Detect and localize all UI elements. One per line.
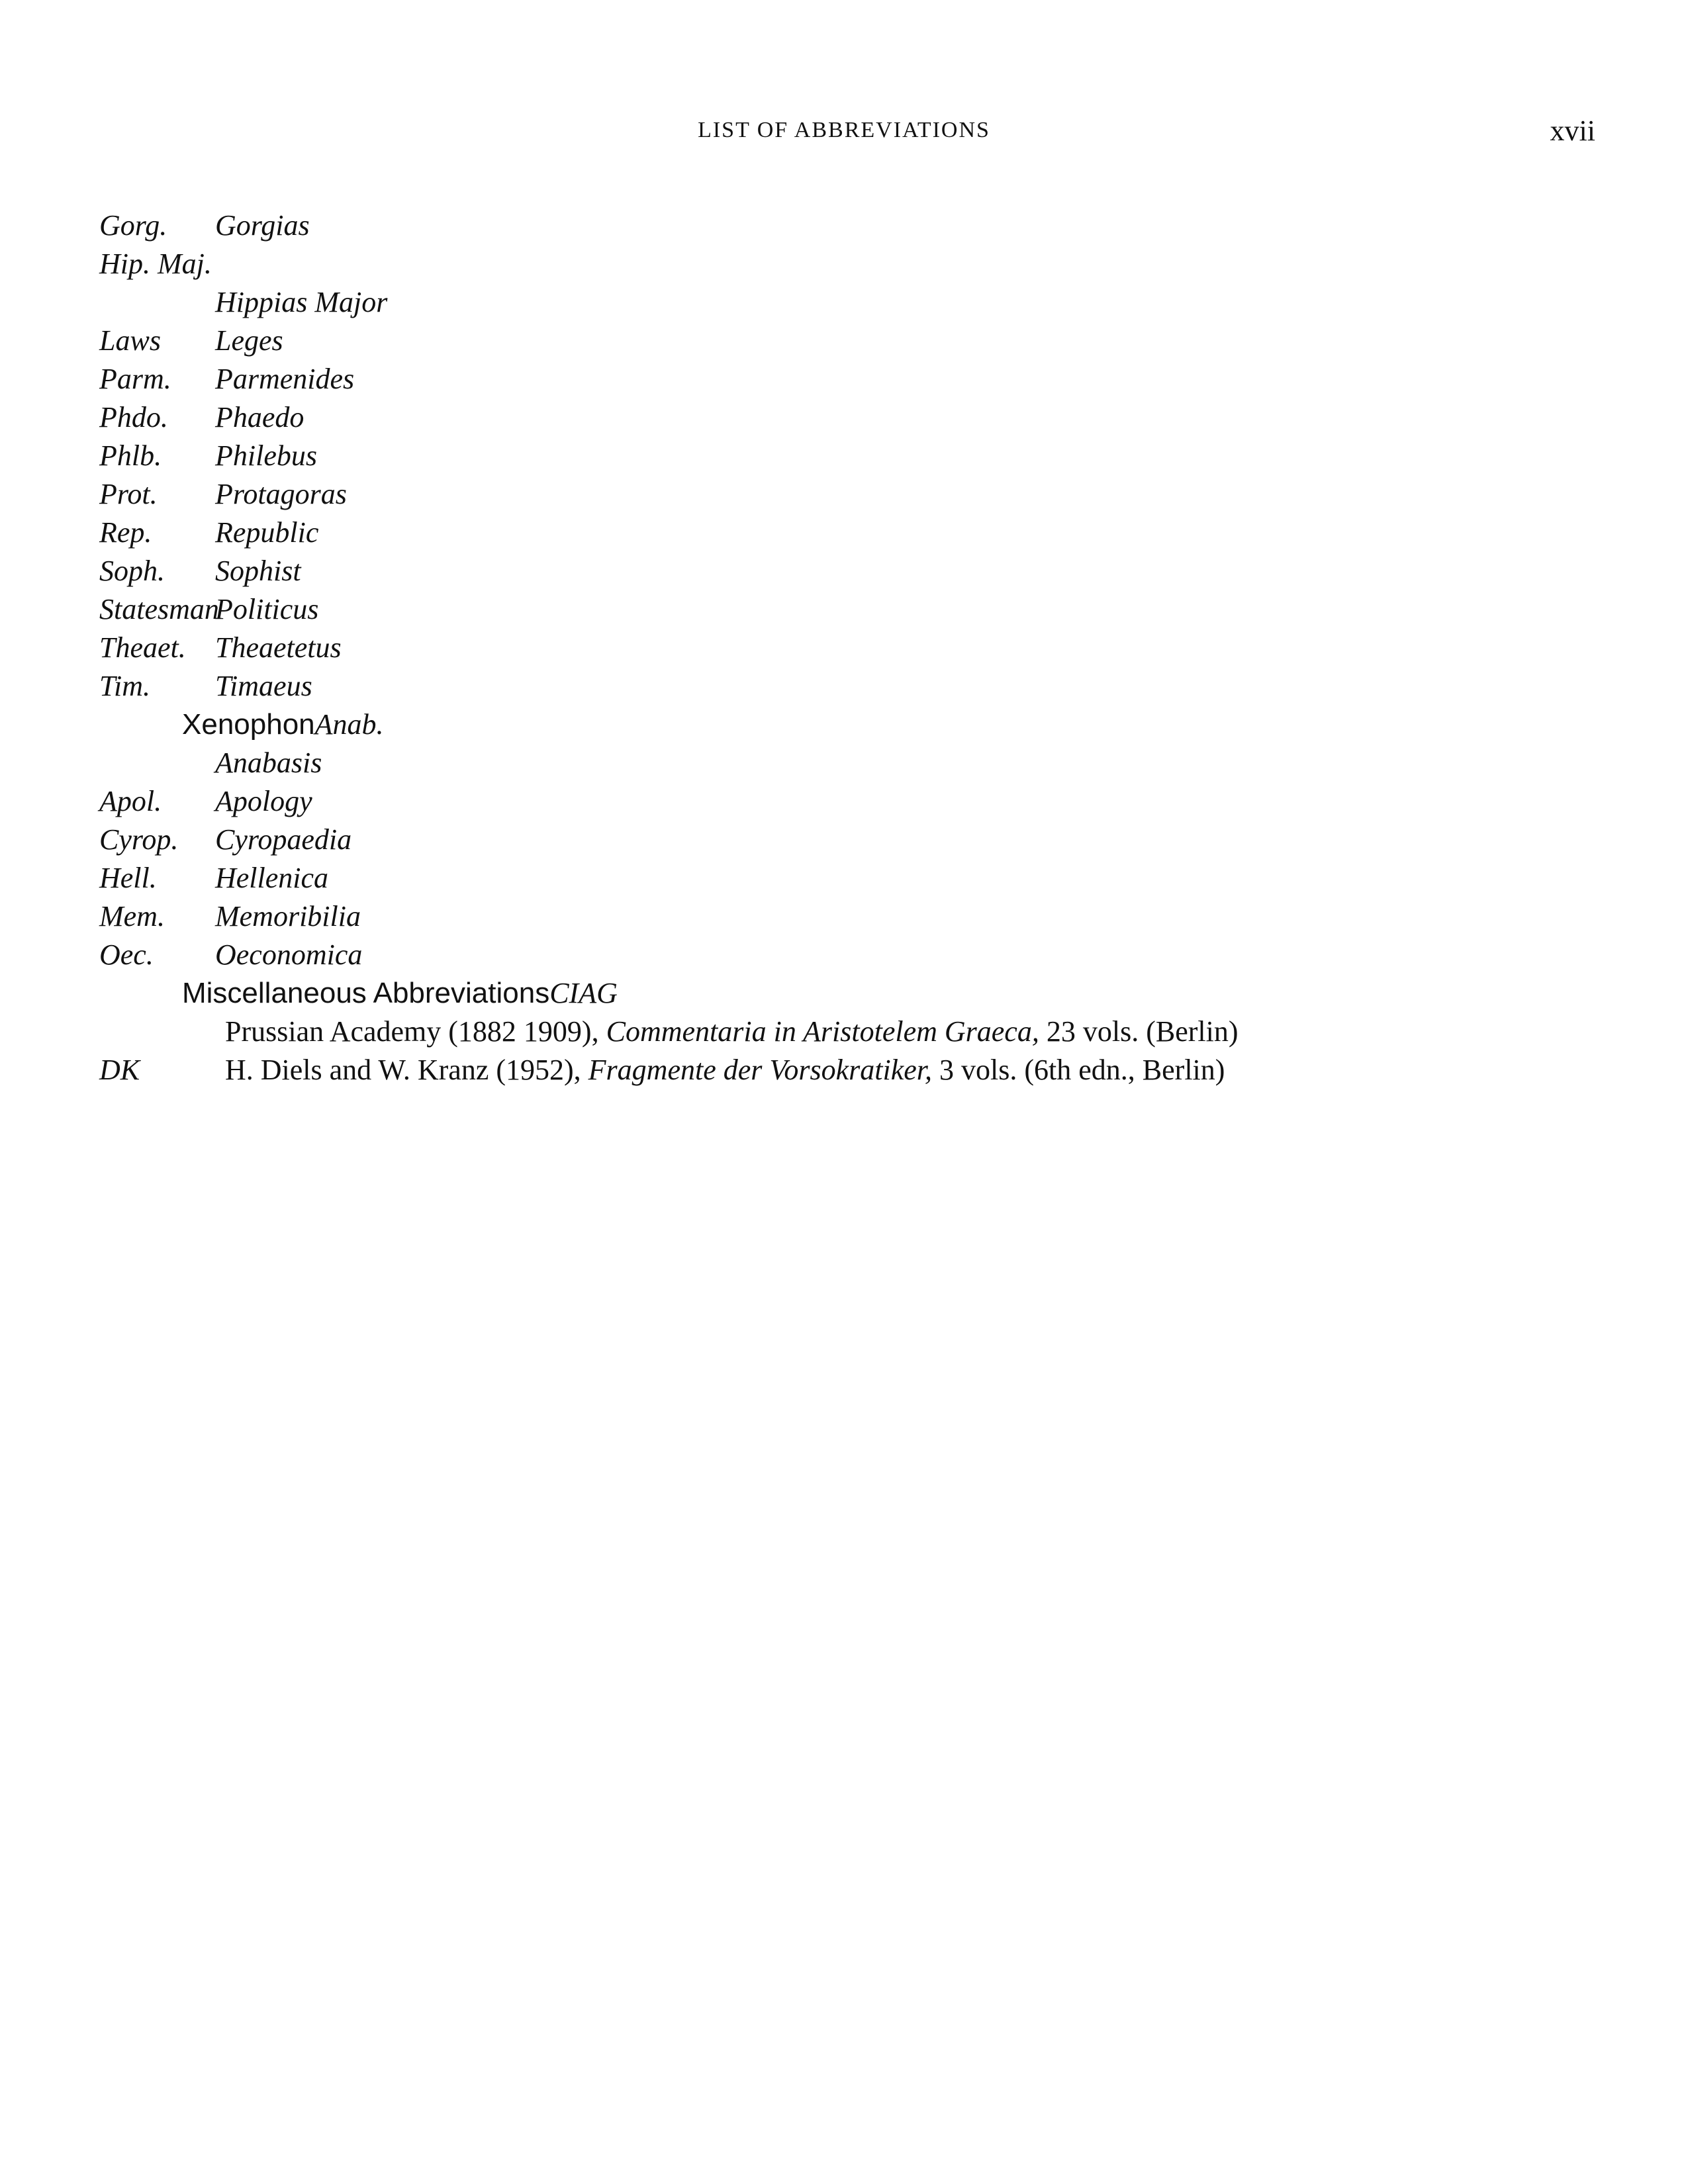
section-title xyxy=(182,974,618,1013)
abbreviation: Statesman xyxy=(99,593,219,625)
abbreviation: Theaet. xyxy=(99,631,186,664)
abbreviation: Anab. xyxy=(314,708,384,741)
full-title: Sophist xyxy=(215,555,301,587)
list-item xyxy=(99,667,1589,705)
full-title: Protagoras xyxy=(215,478,347,510)
abbreviation: Phdo. xyxy=(99,401,168,433)
reference-text xyxy=(225,1051,1225,1089)
list-item xyxy=(99,475,1589,514)
abbreviation: Gorg. xyxy=(99,209,167,242)
reference-prefix: H. Diels and W. Kranz (1952), xyxy=(225,1054,588,1086)
list-item xyxy=(99,821,1589,859)
full-title: Politicus xyxy=(215,593,319,625)
section-title-text: Miscellaneous Abbreviations xyxy=(182,977,550,1009)
full-title: Republic xyxy=(215,516,319,549)
list-item xyxy=(99,245,1589,283)
section-title-text: Xenophon xyxy=(182,708,315,741)
abbreviation: Prot. xyxy=(99,478,158,510)
page-number: xvii xyxy=(1550,114,1595,147)
abbreviation: Mem. xyxy=(99,900,165,933)
full-title: Hippias Major xyxy=(215,286,388,318)
list-item xyxy=(99,322,1589,360)
list-item xyxy=(99,936,1589,974)
list-item xyxy=(99,744,1589,782)
full-title: Timaeus xyxy=(215,670,312,702)
abbreviation: Apol. xyxy=(99,785,162,817)
list-item xyxy=(99,1013,1589,1051)
abbreviation: Rep. xyxy=(99,516,152,549)
full-title: Memoribilia xyxy=(215,900,361,933)
list-item xyxy=(99,206,1589,245)
reference-suffix: 23 vols. (Berlin) xyxy=(1039,1015,1239,1048)
full-title: Theaetetus xyxy=(215,631,342,664)
reference-title: Fragmente der Vorsokratiker, xyxy=(588,1054,933,1086)
full-title: Parmenides xyxy=(215,363,355,395)
reference-title: Commentaria in Aristotelem Graeca, xyxy=(606,1015,1039,1048)
full-title: Apology xyxy=(215,785,312,817)
abbreviation: Laws xyxy=(99,324,161,357)
page-header xyxy=(0,114,1688,158)
section-heading-misc xyxy=(99,974,1589,1013)
section-title xyxy=(182,705,384,744)
abbreviation: Phlb. xyxy=(99,439,162,472)
abbreviation: Tim. xyxy=(99,670,151,702)
full-title: Cyropaedia xyxy=(215,823,352,856)
abbreviation: Hell. xyxy=(99,862,157,894)
list-item xyxy=(99,398,1589,437)
abbreviation: Oec. xyxy=(99,938,154,971)
full-title: Oeconomica xyxy=(215,938,363,971)
list-item xyxy=(99,859,1589,897)
list-item xyxy=(99,1051,1589,1089)
reference-suffix: 3 vols. (6th edn., Berlin) xyxy=(932,1054,1225,1086)
abbreviation: Cyrop. xyxy=(99,823,179,856)
abbreviation: Hip. Maj. xyxy=(99,248,212,280)
list-item xyxy=(99,360,1589,398)
list-item xyxy=(99,782,1589,821)
list-item xyxy=(99,590,1589,629)
abbreviation: DK xyxy=(99,1054,140,1086)
running-head: LIST OF ABBREVIATIONS xyxy=(698,118,990,142)
abbreviations-list xyxy=(99,206,1589,1089)
list-item xyxy=(99,437,1589,475)
full-title: Leges xyxy=(215,324,283,357)
reference-prefix: Prussian Academy (1882 1909), xyxy=(225,1015,606,1048)
abbreviation: Parm. xyxy=(99,363,171,395)
full-title: Gorgias xyxy=(215,209,310,242)
list-item xyxy=(99,552,1589,590)
full-title: Philebus xyxy=(215,439,317,472)
list-item xyxy=(99,897,1589,936)
section-heading-xenophon xyxy=(99,705,1589,744)
abbreviation: Soph. xyxy=(99,555,165,587)
abbreviation: CIAG xyxy=(549,977,618,1009)
full-title: Phaedo xyxy=(215,401,305,433)
list-item xyxy=(99,629,1589,667)
list-item xyxy=(99,283,1589,322)
full-title: Anabasis xyxy=(215,747,322,779)
full-title: Hellenica xyxy=(215,862,329,894)
list-item xyxy=(99,514,1589,552)
reference-text xyxy=(225,1013,1238,1051)
